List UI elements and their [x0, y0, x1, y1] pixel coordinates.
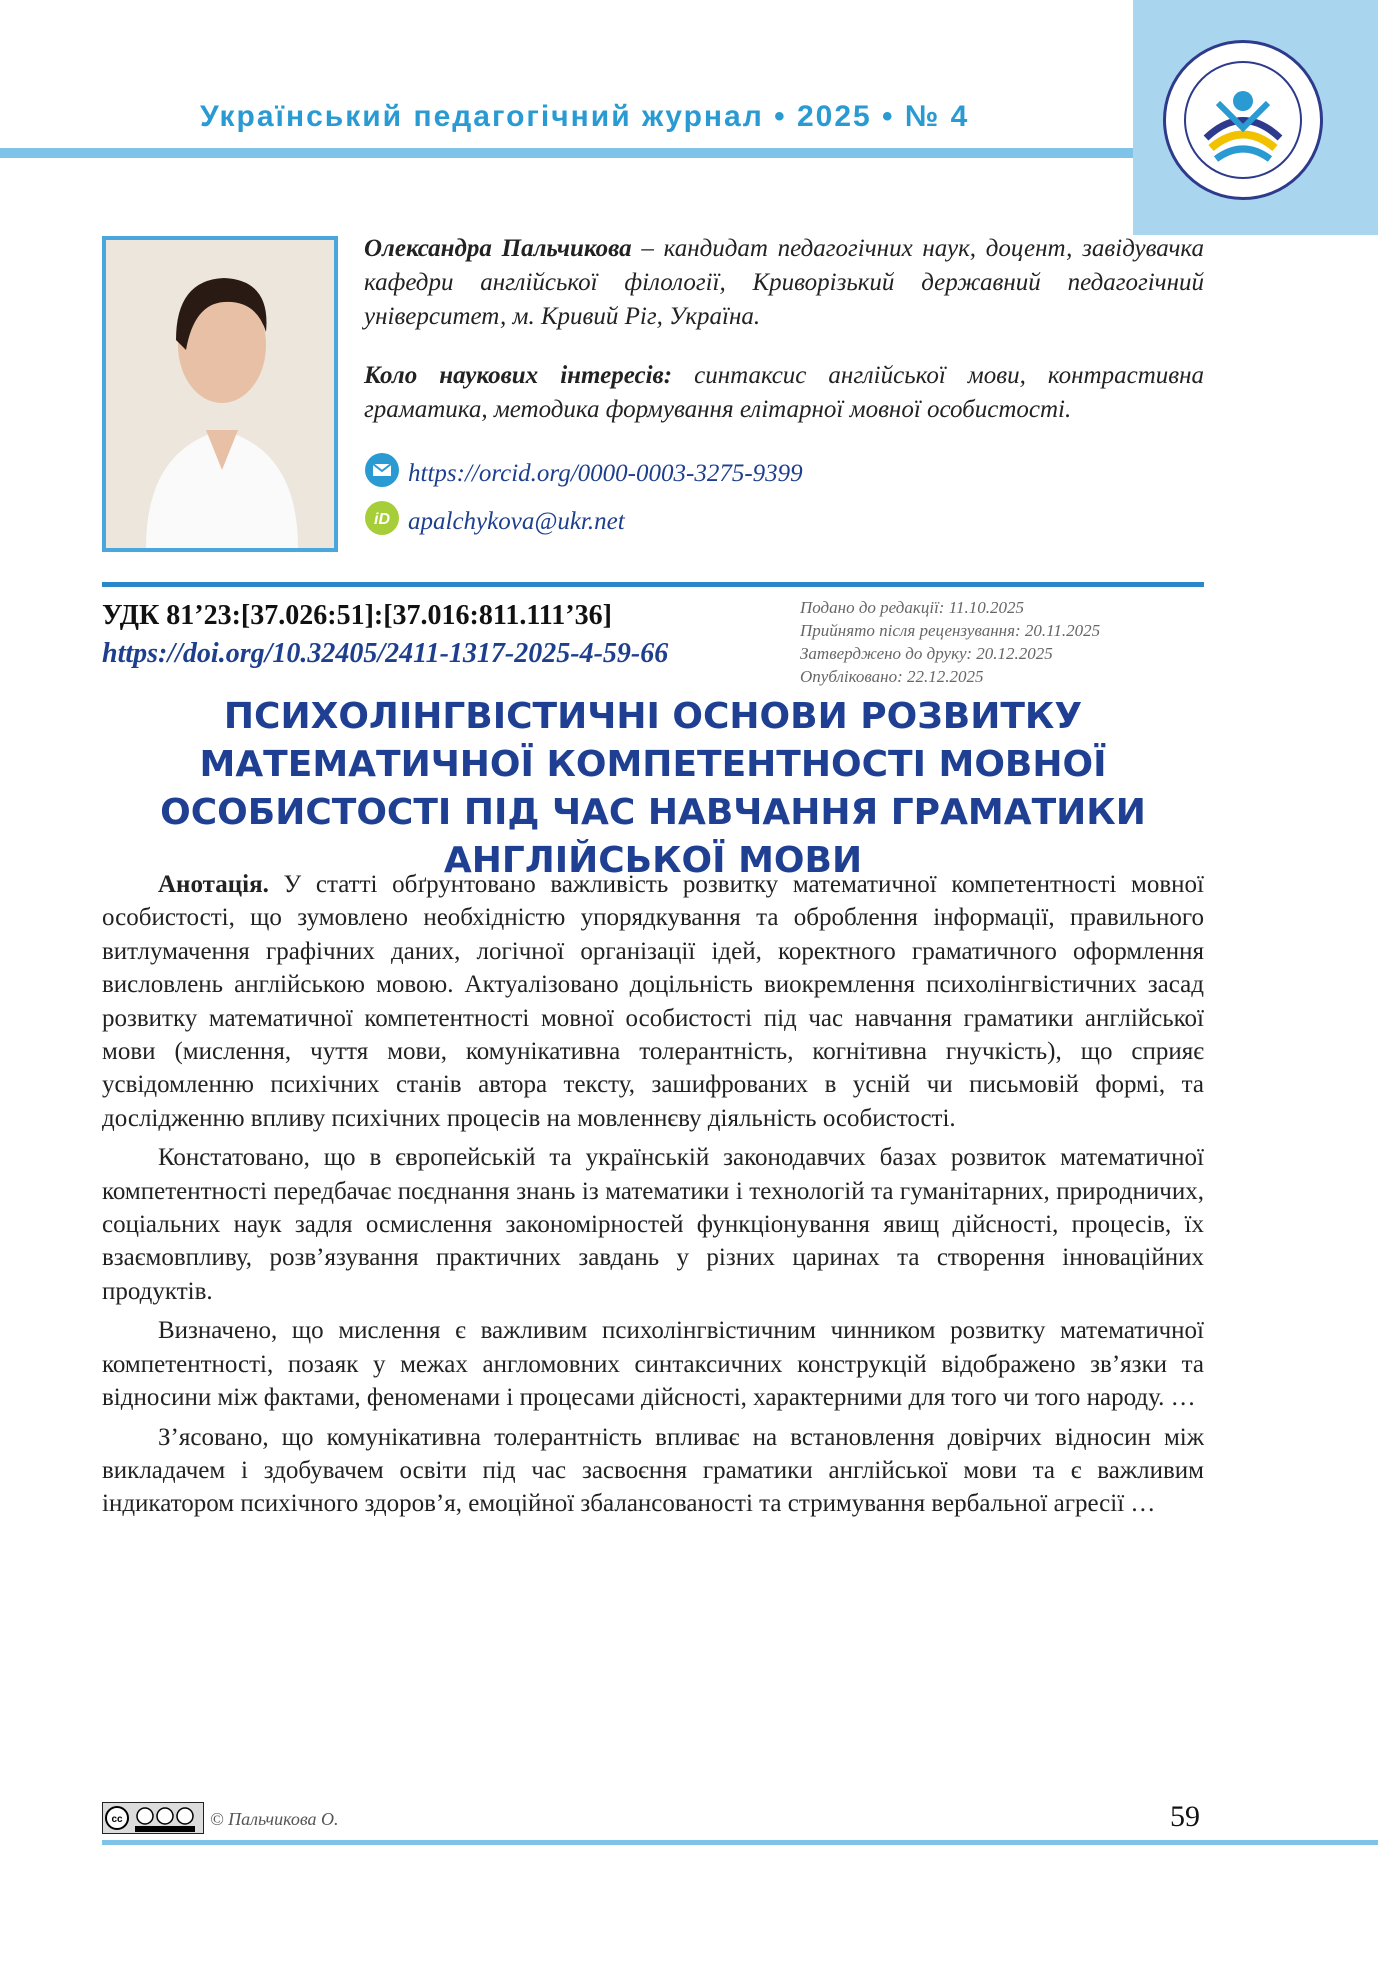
orcid-link[interactable]: https://orcid.org/0000-0003-3275-9399 [408, 459, 803, 487]
copyright: © Пальчикова О. [210, 1809, 339, 1829]
email-row[interactable] [364, 500, 625, 543]
submission-dates [800, 596, 1100, 688]
email-link[interactable]: apalchykova@ukr.net [408, 507, 625, 535]
date-published: Опубліковано: 22.12.2025 [800, 667, 984, 686]
article-title: ПСИХОЛІНГВІСТИЧНІ ОСНОВИ РОЗВИТКУ МАТЕМАТИЧНОЇ КОМПЕТЕНТНОСТІ МОВНОЇ ОСОБИСТОСТІ ПІД ЧАС НАВЧАННЯ ГРАМАТИКИ АНГЛІЙСЬКОЇ МОВИ [160, 696, 1146, 881]
email-icon [364, 452, 400, 495]
abstract-paragraph: З’ясовано, що комунікативна толерантність впливає на встановлення довірчих відносин між викладачем і здобувачем освіти під час засвоєння граматики англійської мови та є важливим індикатором психічного здоров’я, емоційної збалансованості та стримування вербальної агресії … [102, 1423, 1204, 1518]
date-accepted: Прийнято після рецензування: 20.11.2025 [800, 621, 1101, 640]
journal-name: Український педагогічний журнал [200, 100, 764, 133]
interests-label: Коло наукових інтересів: [364, 362, 673, 389]
author-description: – кандидат педагогічних наук, доцент, завідувачка кафедри англійської філології, Криворізький державний педагогічний університет, м. Кривий Ріг, Україна. [364, 235, 1204, 330]
orcid-icon [364, 500, 400, 543]
author-name: Олександра Пальчикова [364, 235, 632, 262]
bullet-icon: • [882, 100, 905, 133]
abstract-paragraph: Визначено, що мислення є важливим психолінгвістичним чинником розвитку математичної компетентності, позаяк у межах англомовних синтаксичних конструкцій відображено зв’язки та відносини між фактами, феноменами і процесами дійсності, характерними для того чи того народу. … [102, 1317, 1204, 1412]
page-number: 59 [1170, 1800, 1200, 1833]
abstract-paragraph: Констатовано, що в європейській та українській законодавчих базах розвиток математичної компетентності передбачає поєднання знань із математики і технологій та гуманітарних, природничих, соціальних наук задля осмислення закономірностей функціонування явищ дійсності, процесів, їх взаємовпливу, розв’язування практичних завдань у різних царинах та створення інноваційних продуктів. [102, 1144, 1204, 1305]
doi-link[interactable]: https://doi.org/10.32405/2411-1317-2025-4-59-66 [102, 638, 669, 669]
date-approved: Затверджено до друку: 20.12.2025 [800, 644, 1053, 663]
footer-rule [102, 1840, 1378, 1845]
section-rule [102, 582, 1204, 587]
abstract-text: У статті обґрунтовано важливість розвитку математичної компетентності мовної особистості, що зумовлено необхідністю упорядкування та оброблення інформації, правильного витлумачення графічних даних, логічної організації ідей, коректного граматичного оформлення висловлень англійською мовою. Актуалізовано доцільність виокремлення психолінгвістичних засад розвитку математичної компетентності мовної особистості під час навчання граматики англійської мови (мислення, чуття мови, комунікативна толерантність, когнітивна гнучкість), що сприяє усвідомленню психічних станів автора тексту, зашифрованих в усній чи письмовій формі, та дослідженню впливу психічних процесів на мовленнєву діяльність особистості. [102, 871, 1205, 1132]
header-rule [0, 148, 1133, 158]
abstract-body [102, 868, 1204, 1527]
abstract-label: Анотація. [158, 871, 269, 898]
author-bio [364, 232, 1204, 334]
svg-text:iD: iD [374, 511, 390, 528]
journal-header [200, 100, 969, 134]
udk-code: УДК 81’23:[37.026:51]:[37.016:811.111’36] [102, 600, 612, 631]
cc-by-nc-sa-icon [102, 1802, 204, 1834]
institute-logo-icon [1163, 40, 1323, 200]
author-interests [364, 359, 1204, 427]
journal-year: 2025 [796, 100, 872, 133]
date-submitted: Подано до редакції: 11.10.2025 [800, 598, 1024, 617]
author-photo [102, 236, 338, 552]
svg-text:cc: cc [111, 1814, 123, 1825]
bullet-icon: • [774, 100, 797, 133]
orcid-row[interactable] [364, 452, 803, 495]
interests-text: синтаксис англійської мови, контрастивна граматика, методика формування елітарної мовної особистості. [364, 362, 1204, 423]
journal-issue: № 4 [904, 100, 970, 133]
abstract-paragraph [102, 868, 1204, 1135]
